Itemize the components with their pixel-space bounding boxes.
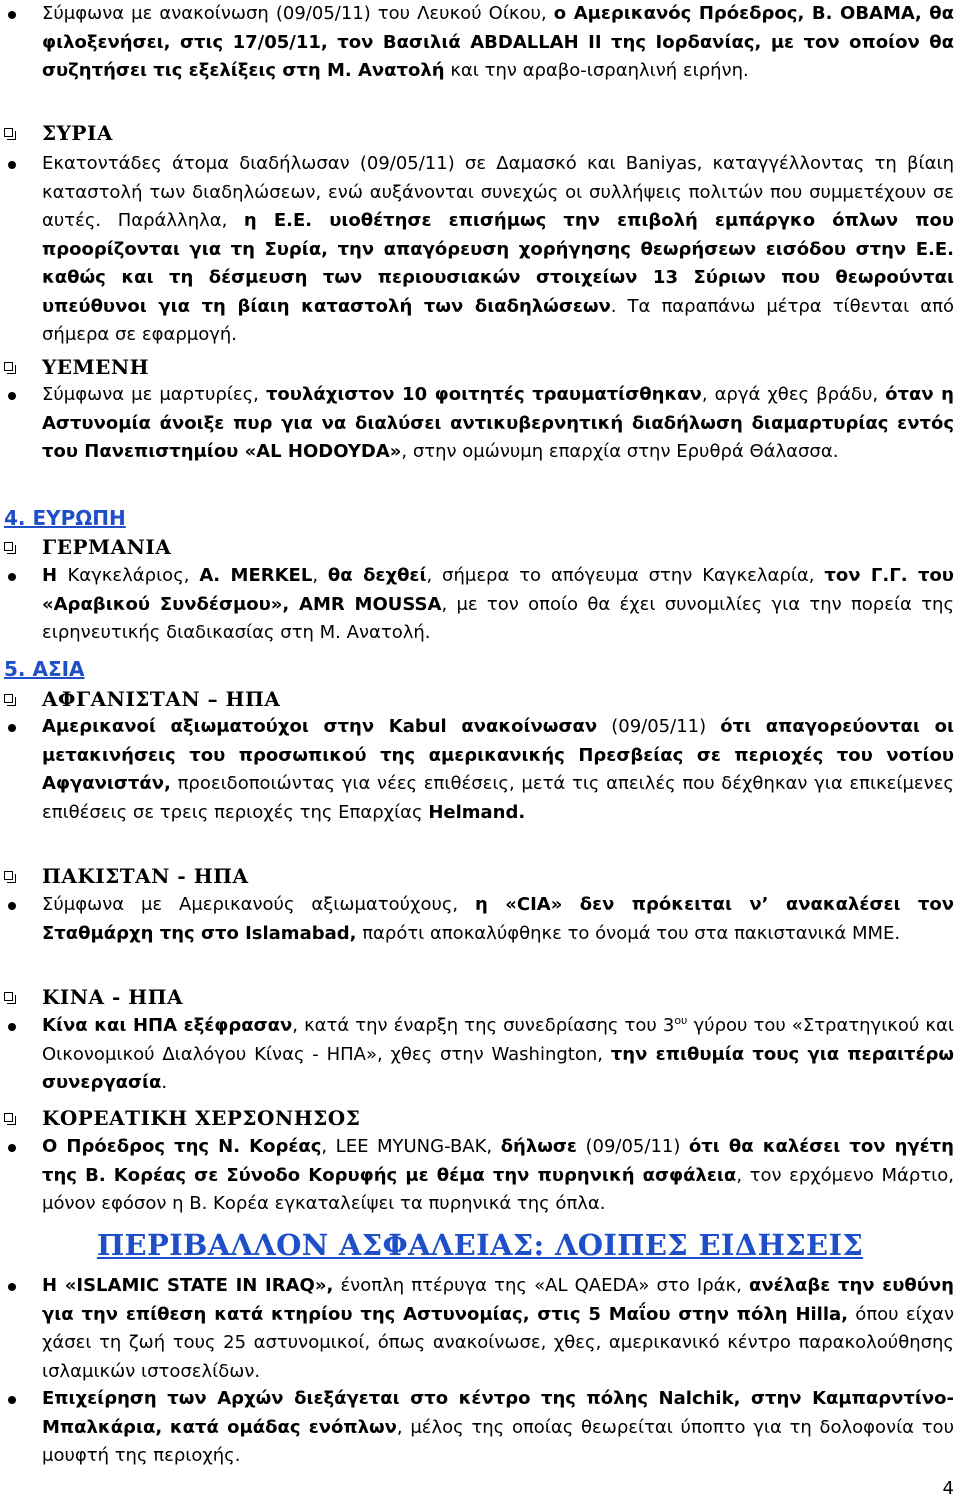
checkbox-square-icon xyxy=(4,871,13,880)
pakistan-item xyxy=(0,891,960,948)
security-item-1 xyxy=(0,1272,960,1386)
section-heading-large: ΠΕΡΙΒΑΛΛΟΝ ΑΣΦΑΛΕΙΑΣ: ΛΟΙΠΕΣ ΕΙΔΗΣΕΙΣ xyxy=(96,1228,864,1262)
intro-paragraph: Σύμφωνα με ανακοίνωση (09/05/11) του Λευκού Οίκου, ο Αμερικανός Πρόεδρος, Β. ΟΒΑΜΑ, θα φιλοξενήσει, στις 17/05/11, τον Βασιλιά ABDALLAH II της Ιορδανίας, με τον οποίον θα συζητήσει τις εξελίξεις στη Μ. Ανατολή και την αραβο-ισραηλινή ειρήνη. xyxy=(42,3,954,81)
section-heading: 4. ΕΥΡΩΠΗ xyxy=(4,506,126,530)
afghanistan-item xyxy=(0,713,960,827)
subsection-title: ΣΥΡΙΑ xyxy=(42,121,113,145)
afghanistan-paragraph: Αμερικανοί αξιωματούχοι στην Kabul ανακοίνωσαν (09/05/11) ότι απαγορεύονται οι μετακινήσεις του προσωπικού της αμερικανικής Πρεσβείας σε περιοχές του νοτίου Αφγανιστάν, προειδοποιώντας για νέες επιθέσεις, μετά τις απειλές που δέχθηκαν για επικείμενες επιθέσεις σε τρεις περιοχές της Επαρχίας Helmand. xyxy=(42,716,954,823)
bullet-icon xyxy=(8,1023,16,1031)
section-pakistan xyxy=(0,863,960,889)
germany-item xyxy=(0,562,960,648)
section-security xyxy=(0,1227,960,1263)
section-europe xyxy=(0,505,960,531)
yemen-item xyxy=(0,381,960,467)
korea-paragraph: Ο Πρόεδρος της Ν. Κορέας, LEE MYUNG-BAK, δήλωσε (09/05/11) ότι θα καλέσει τον ηγέτη της Β. Κορέας σε Σύνοδο Κορυφής με θέμα την πυρηνική ασφάλεια, τον ερχόμενο Μάρτιο, μόνον εφόσον η Β. Κορέα εγκαταλείψει τα πυρηνικά της όπλα. xyxy=(42,1136,955,1214)
bullet-icon xyxy=(8,161,16,169)
section-yemen xyxy=(0,354,960,380)
bullet-icon xyxy=(8,902,16,910)
subsection-title: ΚΟΡΕΑΤΙΚΗ ΧΕΡΣΟΝΗΣΟΣ xyxy=(42,1106,361,1130)
section-germany xyxy=(0,534,960,560)
security-paragraph-2: Επιχείρηση των Αρχών διεξάγεται στο κέντρο της πόλης Nalchik, στην Καμπαρντίνο-Μπαλκάρια, κατά ομάδας ενόπλων, μέλος της οποίας θεωρείται ύποπτο για τη δολοφονία του μουφτή της περιοχής. xyxy=(42,1388,954,1466)
syria-paragraph: Εκατοντάδες άτομα διαδήλωσαν (09/05/11) σε Δαμασκό και Baniyas, καταγγέλλοντας τη βίαιη καταστολή των διαδηλώσεων, ενώ αυξάνονται συνεχώς οι συλλήψεις πολιτών που συμμετέχουν σε αυτές. Παράλληλα, η Ε.Ε. υιοθέτησε επισήμως την επιβολή εμπάργκο όπλων που προορίζονται για τη Συρία, την απαγόρευση χορήγησης θεωρήσεων εισόδου στην Ε.Ε. καθώς και τη δέσμευση των περιουσιακών στοιχείων 13 Σύριων που θεωρούνται υπεύθυνοι για τη βίαιη καταστολή των διαδηλώσεων. Τα παραπάνω μέτρα τίθενται από σήμερα σε εφαρμογή. xyxy=(42,153,954,345)
bullet-icon xyxy=(8,1283,16,1291)
subsection-title: ΑΦΓΑΝΙΣΤΑΝ – ΗΠΑ xyxy=(42,687,281,711)
syria-item xyxy=(0,150,960,350)
section-syria xyxy=(0,120,960,146)
section-korea xyxy=(0,1105,960,1131)
section-asia xyxy=(0,656,960,682)
pakistan-paragraph: Σύμφωνα με Αμερικανούς αξιωματούχους, η «CIA» δεν πρόκειται ν’ ανακαλέσει τον Σταθμάρχη της στο Islamabad, παρότι αποκαλύφθηκε το όνομά του στα πακιστανικά ΜΜΕ. xyxy=(42,894,955,944)
korea-item xyxy=(0,1133,960,1219)
bullet-icon xyxy=(8,1396,16,1404)
security-item-2 xyxy=(0,1385,960,1471)
checkbox-square-icon xyxy=(4,1113,13,1122)
subsection-title: ΥΕΜΕΝΗ xyxy=(42,355,150,379)
bullet-icon xyxy=(8,724,16,732)
checkbox-square-icon xyxy=(4,362,13,371)
yemen-paragraph: Σύμφωνα με μαρτυρίες, τουλάχιστον 10 φοιτητές τραυματίσθηκαν, αργά χθες βράδυ, όταν η Αστυνομία άνοιξε πυρ για να διαλύσει αντικυβερνητική διαδήλωση διαμαρτυρίας εντός του Πανεπιστημίου «AL HODOYDA», στην ομώνυμη επαρχία στην Ερυθρά Θάλασσα. xyxy=(42,384,955,462)
china-item xyxy=(0,1012,960,1098)
checkbox-square-icon xyxy=(4,992,13,1001)
subsection-title: ΚΙΝΑ - ΗΠΑ xyxy=(42,985,184,1009)
germany-paragraph: Η Καγκελάριος, Α. MERKEL, θα δεχθεί, σήμερα το απόγευμα στην Καγκελαρία, τον Γ.Γ. του «Αραβικού Συνδέσμου», AMR MOUSSA, με τον οποίο θα έχει συνομιλίες για την πορεία της ειρηνευτικής διαδικασίας στη Μ. Ανατολή. xyxy=(42,565,955,643)
checkbox-square-icon xyxy=(4,128,13,137)
security-paragraph-1: Η «ISLAMIC STATE IN IRAQ», ένοπλη πτέρυγα της «AL QAEDA» στο Ιράκ, ανέλαβε την ευθύνη για την επίθεση κατά κτηρίου της Αστυνομίας, στις 5 Μαΐου στην πόλη Hilla, όπου είχαν χάσει τη ζωή τους 25 αστυνομικοί, όπως ανακοίνωσε, χθες, αμερικανικό κέντρο παρακολούθησης ισλαμικών ιστοσελίδων. xyxy=(42,1275,955,1382)
subsection-title: ΓΕΡΜΑΝΙΑ xyxy=(42,535,172,559)
bullet-icon xyxy=(8,1144,16,1152)
bullet-icon xyxy=(8,11,16,19)
subsection-title: ΠΑΚΙΣΤΑΝ - ΗΠΑ xyxy=(42,864,249,888)
china-paragraph: Κίνα και ΗΠΑ εξέφρασαν, κατά την έναρξη της συνεδρίασης του $3^{o\upsilon}$ γύρου του «Στρατηγικού και Οικονομικού Διαλόγου Κίνας - ΗΠΑ», χθες στην Washington, την επιθυμία τους για περαιτέρω συνεργασία. xyxy=(42,1014,954,1093)
intro-item xyxy=(0,0,960,86)
page-number: 4 xyxy=(942,1478,954,1499)
checkbox-square-icon xyxy=(4,542,13,551)
bullet-icon xyxy=(8,573,16,581)
section-heading: 5. ΑΣΙΑ xyxy=(4,657,85,681)
bullet-icon xyxy=(8,392,16,400)
section-afghanistan xyxy=(0,686,960,712)
section-china xyxy=(0,984,960,1010)
checkbox-square-icon xyxy=(4,694,13,703)
